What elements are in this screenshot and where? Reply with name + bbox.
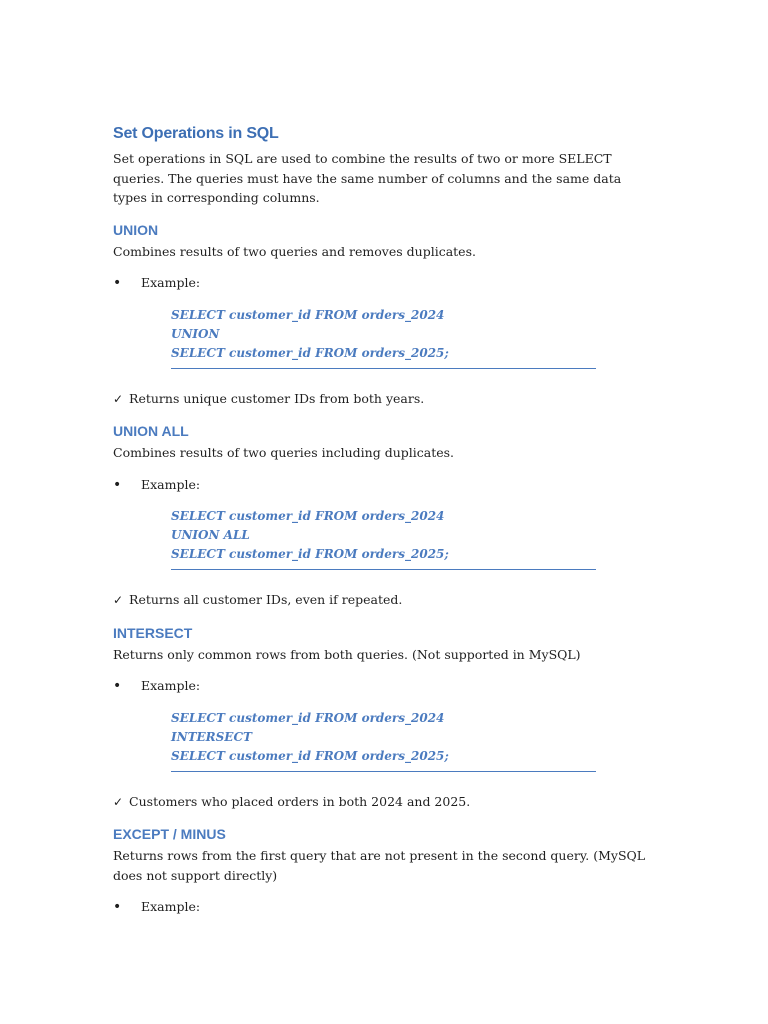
section-description: Combines results of two queries including duplicates. [113, 445, 455, 460]
code-line: SELECT customer_id FROM orders_2025; [171, 748, 449, 763]
result-text: Returns all customer IDs, even if repeated. [129, 592, 403, 607]
intro-paragraph: Set operations in SQL are used to combine the results of two or more SELECT queries. The queries must have the same number of columns and the same data types in corresponding columns. [113, 151, 622, 205]
bullet-label: Example: [141, 678, 201, 693]
section-union [113, 222, 653, 410]
code-line: UNION [171, 326, 220, 341]
code-line: SELECT customer_id FROM orders_2025; [171, 345, 449, 360]
document-page [113, 125, 653, 918]
bullet-label: Example: [141, 476, 201, 492]
code-line: SELECT customer_id FROM orders_2024 [171, 710, 445, 725]
code-line: SELECT customer_id FROM orders_2024 [171, 509, 445, 523]
check-icon: ✓ [113, 593, 124, 607]
section-heading: UNION [113, 221, 159, 238]
code-block [171, 306, 596, 369]
section-description: Combines results of two queries and removes duplicates. [113, 243, 476, 259]
bullet-label: Example: [141, 899, 201, 914]
section-description: Returns rows from the first query that are not present in the second query. (MySQL does not support directly) [113, 848, 646, 883]
code-line: SELECT customer_id FROM orders_2025; [171, 547, 449, 561]
check-icon: ✓ [113, 794, 124, 809]
result-text: Returns unique customer IDs from both years. [129, 390, 425, 406]
section-heading: UNION ALL [113, 423, 189, 439]
check-icon: ✓ [113, 391, 124, 406]
bullet-label: Example: [141, 275, 201, 290]
code-line: SELECT customer_id FROM orders_2024 [171, 307, 445, 322]
result-note [113, 792, 653, 813]
result-note [113, 590, 653, 611]
code-block [171, 709, 596, 772]
section-description: Returns only common rows from both queries. (Not supported in MySQL) [113, 646, 581, 662]
example-bullet [113, 897, 653, 918]
example-bullet [113, 475, 653, 496]
result-note [113, 389, 653, 410]
result-text: Customers who placed orders in both 2024 and 2025. [129, 793, 471, 809]
section-union-all [113, 423, 653, 611]
example-bullet [113, 676, 653, 697]
bullet-icon: • [113, 678, 122, 694]
code-block [171, 507, 596, 570]
section-heading: INTERSECT [113, 624, 193, 641]
code-line: UNION ALL [171, 528, 250, 542]
bullet-icon: • [113, 899, 122, 915]
example-bullet [113, 273, 653, 294]
code-line: INTERSECT [171, 729, 252, 744]
section-intersect [113, 625, 653, 813]
bullet-icon: • [113, 275, 122, 291]
bullet-icon: • [113, 476, 122, 493]
document-title: Set Operations in SQL [113, 125, 279, 142]
section-heading: EXCEPT / MINUS [113, 826, 226, 842]
section-except-minus [113, 826, 653, 918]
